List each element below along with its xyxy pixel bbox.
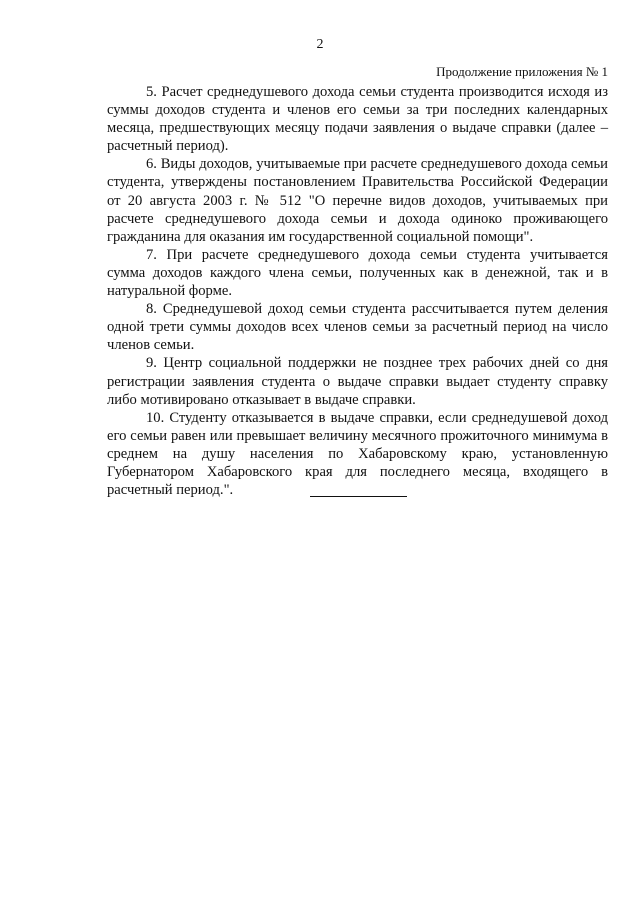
paragraph-10: 10. Студенту отказывается в выдаче справки, если среднедушевой доход его семьи равен или превышает величину месячного прожиточного минимума в среднем на душу населения по Хабаровскому краю, установленную Губернатором Хабаровского края для последнего месяца, входящего в расчетный период.".: [107, 409, 608, 499]
paragraph-6: 6. Виды доходов, учитываемые при расчете среднедушевого дохода семьи студента, утверждены постановлением Правительства Российской Федерации от 20 августа 2003 г. № 512 "О перечне видов доходов, учитываемых при расчете среднедушевого дохода семьи и дохода одиноко проживающего гражданина для оказания им государственной социальной помощи".: [107, 156, 608, 245]
paragraph-8: 8. Среднедушевой доход семьи студента рассчитывается путем деления одной трети суммы доходов всех членов семьи за расчетный период на число членов семьи.: [107, 301, 608, 354]
document-body: [107, 83, 608, 499]
paragraph-5: 5. Расчет среднедушевого дохода семьи студента производится исходя из суммы доходов студента и членов его семьи за три последних календарных месяца, предшествующих месяцу подачи заявления о выдаче справки (далее – расчетный период).: [107, 84, 608, 155]
end-of-text-rule: [310, 496, 407, 497]
page-number: 2: [316, 37, 324, 52]
paragraph-9: 9. Центр социальной поддержки не позднее трех рабочих дней со дня регистрации заявления студента о выдаче справки выдает студенту справку либо мотивировано отказывает в выдаче справки.: [107, 355, 608, 408]
appendix-continuation-note: Продолжение приложения № 1: [436, 64, 608, 79]
paragraph-7: 7. При расчете среднедушевого дохода семьи студента учитывается сумма доходов каждого члена семьи, полученных как в денежной, так и в натуральной форме.: [107, 246, 608, 300]
